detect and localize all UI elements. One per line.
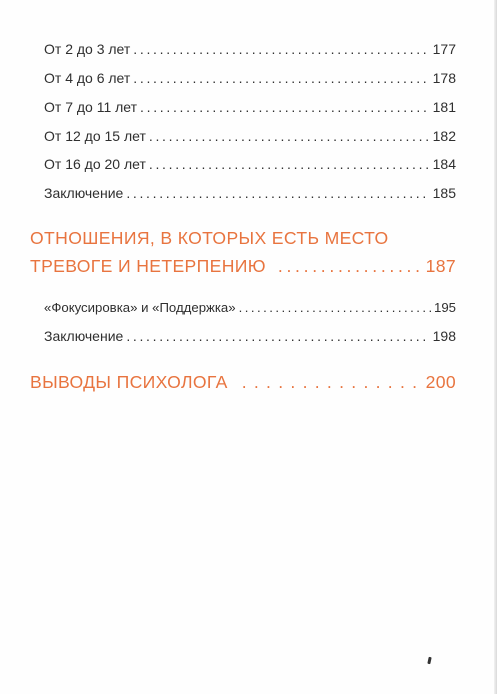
toc-entry-page: 185 [432, 185, 456, 201]
toc-entry-page: 198 [432, 328, 456, 344]
toc-entry-page: 182 [432, 128, 456, 144]
toc-entry-page: 195 [433, 300, 456, 315]
toc-entry-title: От 4 до 6 лет [44, 70, 131, 86]
toc-entry-page: 184 [432, 156, 456, 172]
toc-entry[interactable] [44, 128, 456, 146]
toc-entry-title: «Фокусировка» и «Поддержка» [44, 300, 236, 315]
toc-leader-dots [149, 156, 430, 172]
toc-entry-title: Заключение [44, 328, 124, 344]
section-title-line1: ОТНОШЕНИЯ, В КОТОРЫХ ЕСТЬ МЕСТО [30, 228, 389, 248]
toc-section-heading[interactable] [30, 372, 456, 393]
toc-entry-title: От 2 до 3 лет [44, 41, 131, 57]
toc-entry[interactable] [44, 156, 456, 174]
toc-entry-title: Заключение [44, 185, 124, 201]
toc-leader-dots [133, 41, 429, 57]
toc-leader-dots [133, 70, 429, 86]
toc-leader-dots [239, 300, 431, 315]
toc-leader-dots [149, 128, 430, 144]
toc-entry-title: От 7 до 11 лет [44, 99, 138, 115]
section-page: 187 [425, 256, 456, 276]
toc-entry[interactable] [44, 70, 456, 88]
toc-leader-dots [278, 256, 423, 277]
section-title-line2: ТРЕВОГЕ И НЕТЕРПЕНИЮ [30, 256, 266, 276]
toc-leader-dots [126, 185, 429, 201]
toc-entry-title: От 12 до 15 лет [44, 128, 146, 144]
section-page: 200 [425, 372, 456, 392]
toc-entry[interactable] [44, 99, 456, 117]
toc-entry[interactable] [44, 41, 456, 59]
toc-section-heading[interactable] [30, 228, 456, 277]
toc-entry[interactable] [44, 300, 456, 318]
toc-entry-page: 181 [432, 99, 456, 115]
section-title-line2-row [30, 256, 456, 277]
toc-entry-title: От 16 до 20 лет [44, 156, 146, 172]
toc-entry-page: 178 [432, 70, 456, 86]
toc-entry-page: 177 [432, 41, 456, 57]
toc-leader-dots [140, 99, 430, 115]
toc-leader-dots [126, 328, 429, 344]
section-title: ВЫВОДЫ ПСИХОЛОГА [30, 372, 228, 392]
toc-entry[interactable] [44, 328, 456, 346]
print-mark [427, 657, 431, 664]
toc-entry[interactable] [44, 185, 456, 203]
toc-leader-dots [242, 372, 416, 393]
